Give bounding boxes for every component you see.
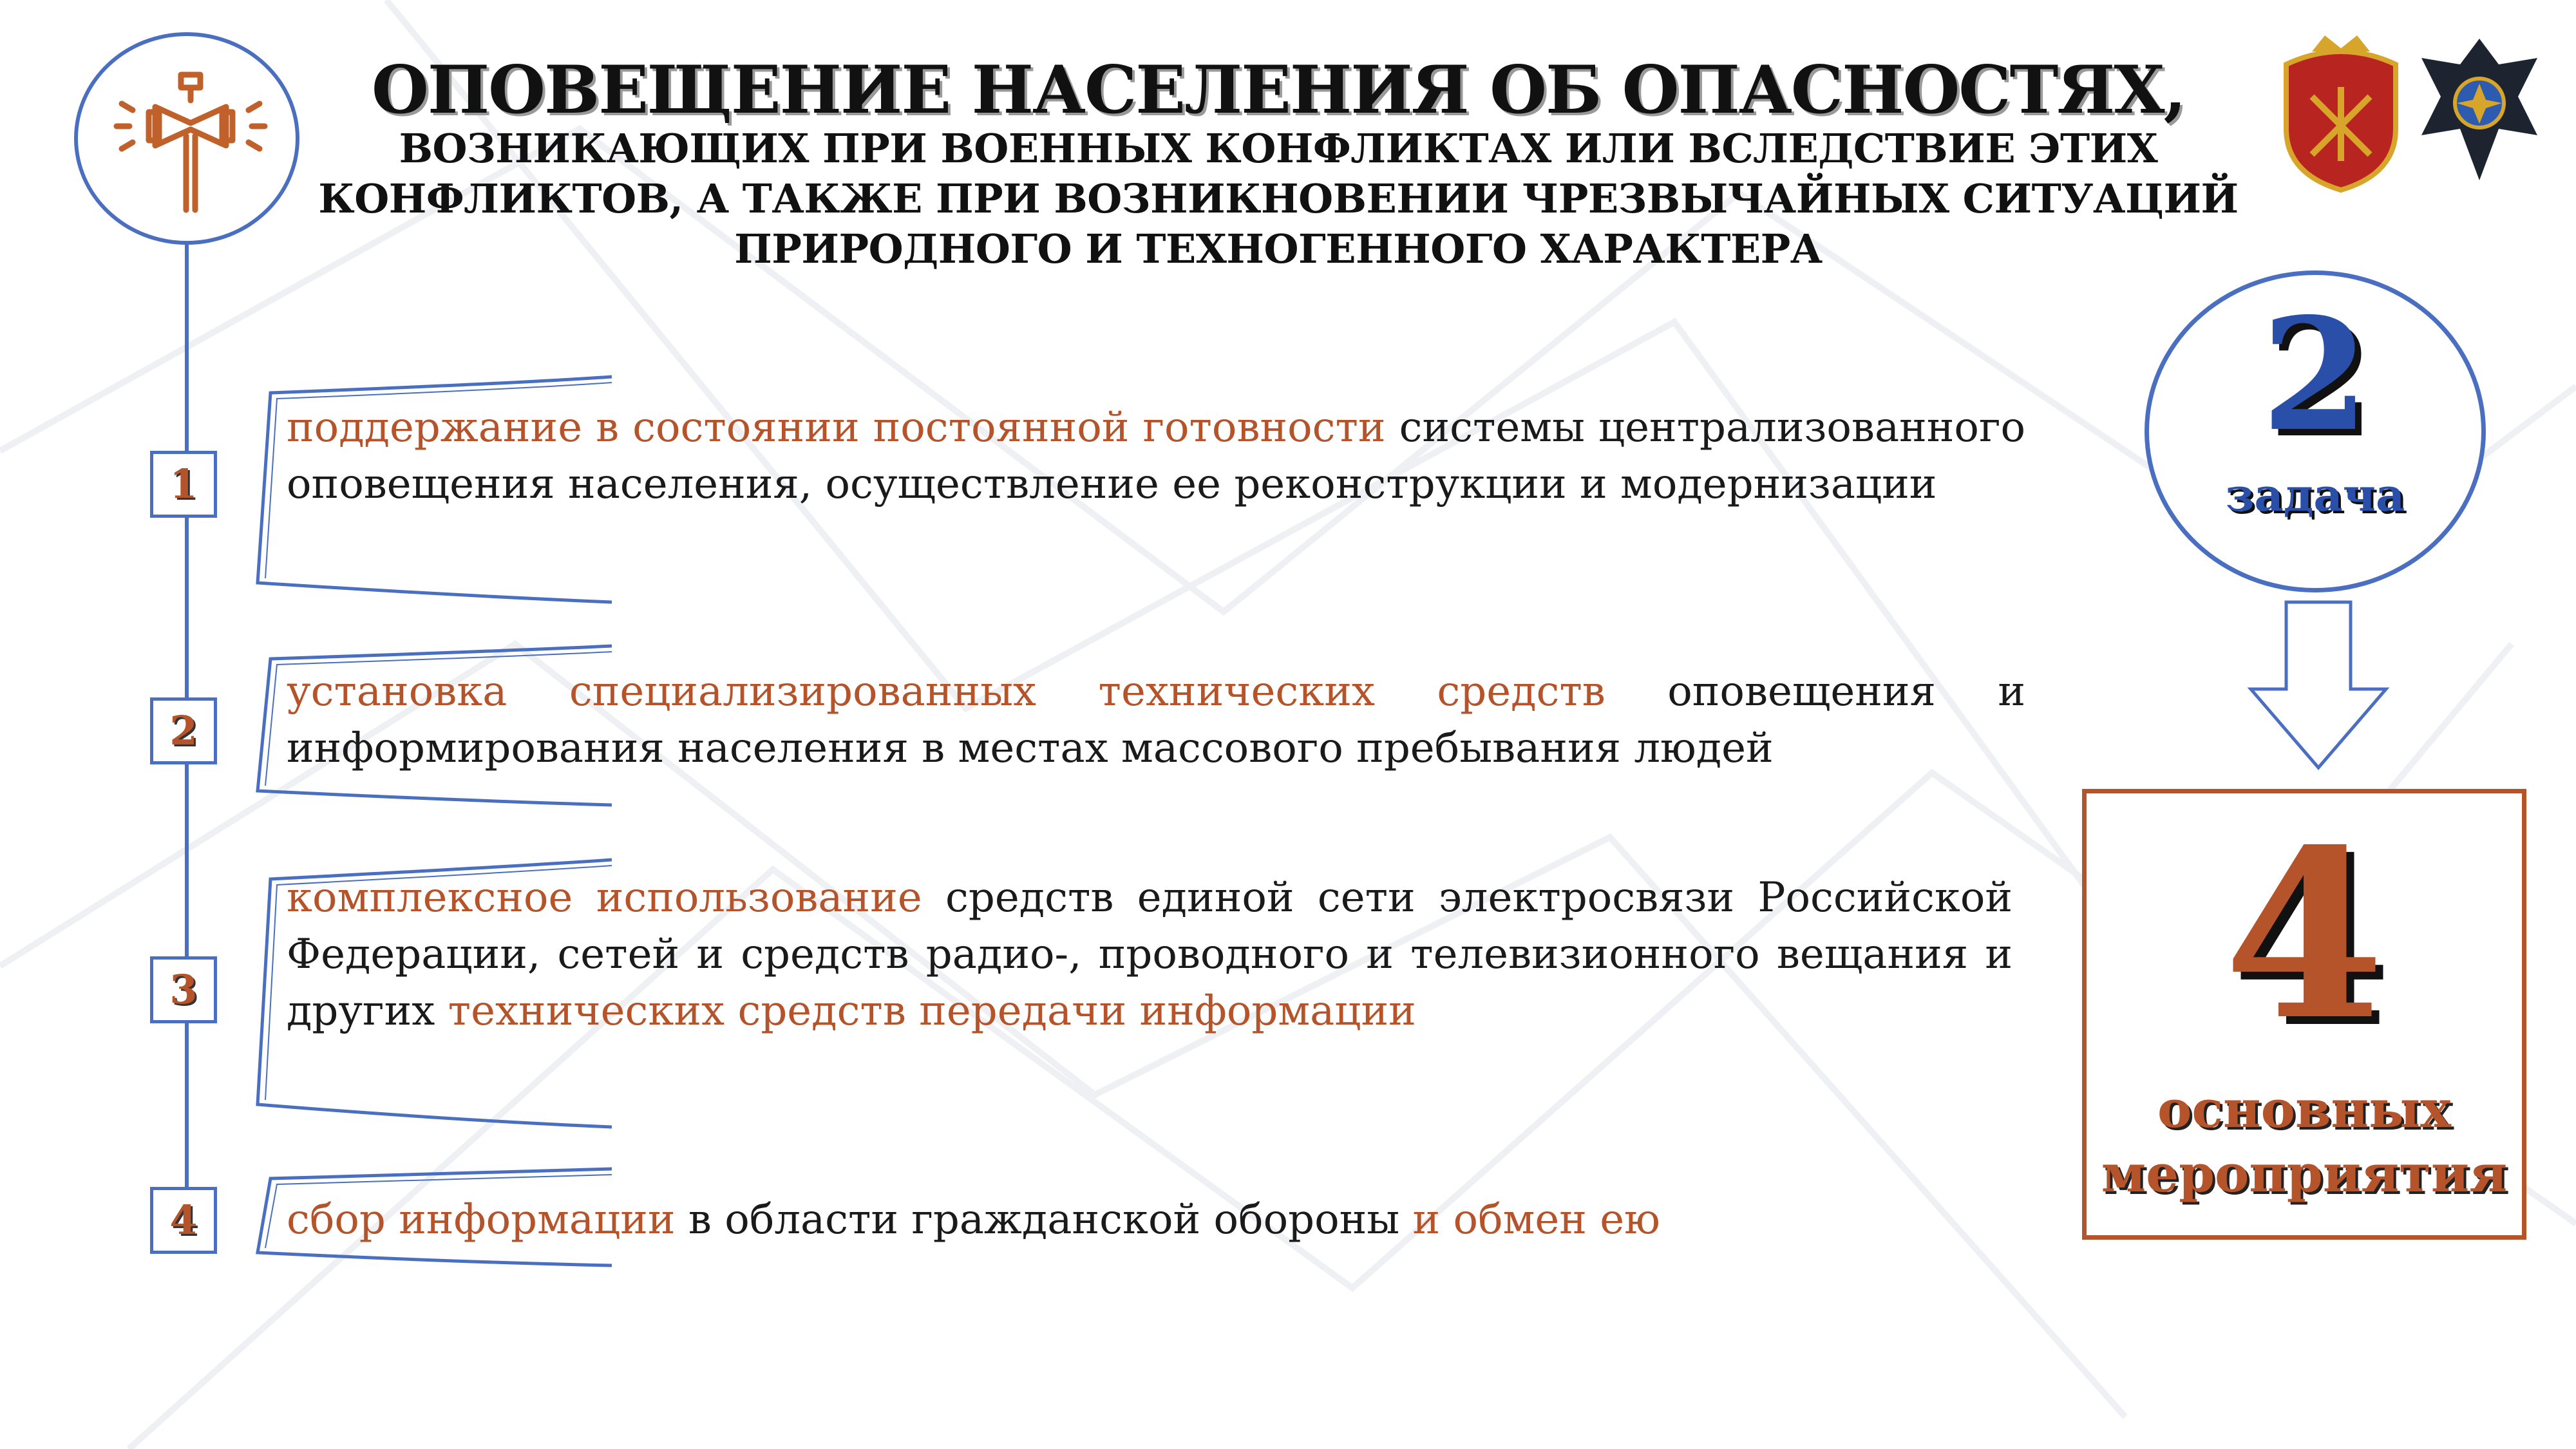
subtitle-line-2: КОНФЛИКТОВ, А ТАКЖЕ ПРИ ВОЗНИКНОВЕНИИ ЧРЕЗВЫЧАЙНЫХ СИТУАЦИЙ xyxy=(318,175,2239,222)
item-text-4 xyxy=(287,1191,2025,1248)
item-4-highlight-a: сбор информации xyxy=(287,1196,676,1244)
task-label: задача xyxy=(2225,468,2405,522)
item-1-highlight: поддержание в состоянии постоянной готовности xyxy=(287,404,1386,451)
item-number-1: 1 xyxy=(150,451,217,518)
siren-icon-circle xyxy=(74,32,299,245)
item-3-text: средств единой сети электросвязи Российской Федерации, сетей и средств радио-, проводного и телевизионного вещания и других xyxy=(287,874,2013,1035)
task-number: 2 xyxy=(2261,284,2369,466)
page-title: ОПОВЕЩЕНИЕ НАСЕЛЕНИЯ ОБ ОПАСНОСТЯХ, xyxy=(372,52,2185,129)
item-3-highlight-a: комплексное использование xyxy=(287,874,922,922)
item-3-highlight-b: технических средств передачи информации xyxy=(448,987,1416,1035)
events-box xyxy=(2082,789,2526,1240)
down-arrow-icon xyxy=(2244,599,2392,773)
item-text-3 xyxy=(287,869,2012,1039)
page-subtitle xyxy=(270,124,2286,274)
task-circle xyxy=(2145,270,2486,592)
events-number: 4 xyxy=(2223,799,2385,1071)
item-2-text: оповещения и информирования населения в местах массового пребывания людей xyxy=(287,668,2026,772)
emercom-emblem-icon xyxy=(2415,32,2544,187)
item-text-1 xyxy=(287,399,2025,513)
item-number-3: 3 xyxy=(150,956,217,1023)
item-text-2 xyxy=(287,663,2025,777)
item-4-highlight-b: и обмен ею xyxy=(1412,1196,1660,1244)
subtitle-line-1: ВОЗНИКАЮЩИХ ПРИ ВОЕННЫХ КОНФЛИКТАХ ИЛИ ВСЛЕДСТВИЕ ЭТИХ xyxy=(399,125,2158,172)
events-label xyxy=(2087,1077,2522,1206)
subtitle-line-3: ПРИРОДНОГО И ТЕХНОГЕННОГО ХАРАКТЕРА xyxy=(734,225,1823,272)
events-label-line-2: мероприятия xyxy=(2101,1143,2508,1204)
item-2-highlight: установка специализированных технических средств xyxy=(287,668,1605,715)
siren-loudspeaker-icon xyxy=(110,62,271,223)
item-1-text: системы централизованного оповещения населения, осуществление ее реконструкции и модернизации xyxy=(287,404,2026,508)
item-4-text: в области гражданской обороны xyxy=(675,1196,1413,1244)
item-number-2: 2 xyxy=(150,697,217,764)
item-number-4: 4 xyxy=(150,1187,217,1254)
tula-coat-of-arms-icon xyxy=(2273,32,2409,193)
events-label-line-1: основных xyxy=(2157,1079,2451,1139)
